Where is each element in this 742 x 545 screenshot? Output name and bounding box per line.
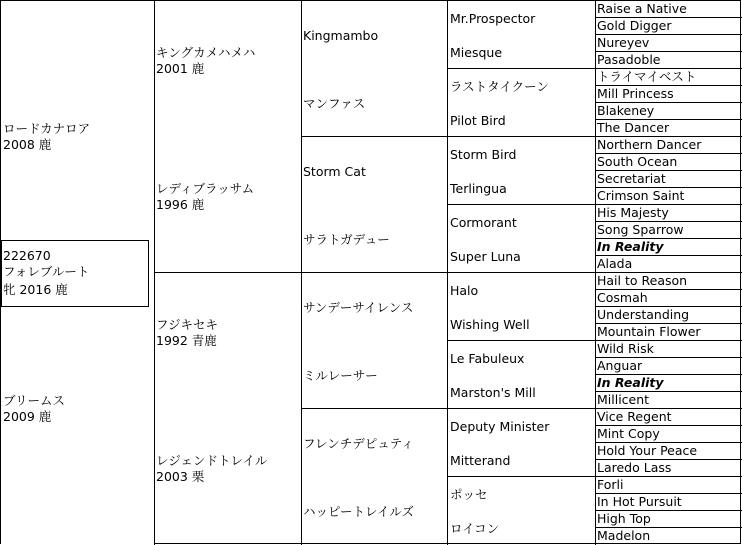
g5-name: South Ocean (597, 154, 678, 169)
g5-name: Millicent (597, 392, 650, 407)
g5-divider (595, 221, 742, 222)
g3-name: マンファス (303, 96, 366, 111)
g4-divider (447, 272, 595, 273)
g5-divider (595, 272, 742, 273)
g5-divider (595, 238, 742, 239)
g4-name: ポッセ (450, 487, 488, 502)
g4-name: Mitterand (450, 453, 511, 468)
g5-divider (595, 425, 742, 426)
g4-name: Mr.Prospector (450, 11, 536, 26)
horse-id: 222670 (3, 248, 51, 263)
g5-name: Raise a Native (597, 1, 687, 16)
g4-name: Cormorant (450, 215, 517, 230)
g3-name: Kingmambo (303, 28, 379, 43)
g2-name: レディブラッサム (156, 181, 255, 196)
g2-name: キングカメハメハ (156, 45, 256, 60)
g5-name: Vice Regent (597, 409, 672, 424)
g2-divider (155, 272, 301, 273)
g5-divider (595, 527, 742, 528)
g5-divider (595, 391, 742, 392)
g5-divider (595, 17, 742, 18)
g5-divider (595, 153, 742, 154)
g5-divider (595, 51, 742, 52)
g4-name: Terlingua (450, 181, 507, 196)
sire-name: ロードカナロア (3, 121, 91, 136)
g5-name: The Dancer (597, 120, 670, 135)
g4-divider (447, 204, 595, 205)
g5-divider (595, 68, 742, 69)
g5-name: Blakeney (597, 103, 655, 118)
g5-divider (595, 374, 742, 375)
g4-divider (447, 408, 595, 409)
g4-divider (447, 136, 595, 137)
g5-name: In Reality (597, 239, 664, 254)
g5-name: Secretariat (597, 171, 666, 186)
g5-divider (595, 34, 742, 35)
g2-name: レジェンドトレイル (156, 453, 268, 468)
g5-divider (595, 340, 742, 341)
g5-name: Nureyev (597, 35, 650, 50)
horse-name: フォレブルート (3, 264, 90, 279)
g5-divider (595, 136, 742, 137)
g3-name: ミルレーサー (303, 368, 378, 383)
g5-divider (595, 170, 742, 171)
col-divider (447, 1, 448, 545)
g2-info: 2003 栗 (156, 469, 205, 484)
dam-name: ブリームス (3, 393, 66, 408)
g5-divider (595, 357, 742, 358)
col-divider (595, 1, 596, 545)
g5-name: In Reality (597, 375, 664, 390)
g5-name: His Majesty (597, 205, 669, 220)
g4-name: Storm Bird (450, 147, 517, 162)
g3-divider (301, 408, 447, 409)
g5-divider (595, 255, 742, 256)
g5-name: High Top (597, 511, 651, 526)
g5-name: Forli (597, 477, 624, 492)
g5-name: Gold Digger (597, 18, 672, 33)
g5-divider (595, 493, 742, 494)
g4-name: Miesque (450, 45, 503, 60)
g3-name: サンデーサイレンス (303, 300, 414, 315)
g4-name: ロイコン (450, 521, 500, 536)
g4-name: Marston's Mill (450, 385, 536, 400)
g4-name: Halo (450, 283, 479, 298)
dam-info: 2009 鹿 (3, 409, 52, 424)
g2-info: 1992 青鹿 (156, 333, 217, 348)
g5-divider (595, 408, 742, 409)
g3-name: フレンチデピュティ (303, 436, 414, 451)
g5-divider (595, 289, 742, 290)
g5-name: Cosmah (597, 290, 648, 305)
g4-name: Deputy Minister (450, 419, 550, 434)
g5-name: Mill Princess (597, 86, 674, 101)
g5-divider (595, 510, 742, 511)
g5-name: In Hot Pursuit (597, 494, 682, 509)
g3-divider (301, 272, 447, 273)
sire-info: 2008 鹿 (3, 137, 52, 152)
g5-name: Song Sparrow (597, 222, 684, 237)
g5-name: Laredo Lass (597, 460, 672, 475)
g2-name: フジキセキ (156, 317, 219, 332)
g5-name: Hold Your Peace (597, 443, 698, 458)
g5-name: Mint Copy (597, 426, 660, 441)
g5-name: Wild Risk (597, 341, 654, 356)
g5-name: Pasadoble (597, 52, 661, 67)
g4-name: Le Fabuleux (450, 351, 525, 366)
g5-divider (595, 476, 742, 477)
g5-name: Anguar (597, 358, 643, 373)
g5-name: トライマイベスト (597, 69, 697, 84)
g5-name: Understanding (597, 307, 690, 322)
g5-name: Hail to Reason (597, 273, 688, 288)
g5-name: Alada (597, 256, 633, 271)
g5-divider (595, 323, 742, 324)
g4-name: ラストタイクーン (450, 79, 549, 94)
g4-divider (447, 476, 595, 477)
g3-name: ハッピートレイルズ (303, 504, 415, 519)
g2-info: 1996 鹿 (156, 197, 205, 212)
g5-divider (595, 119, 742, 120)
g5-divider (595, 187, 742, 188)
g5-name: Mountain Flower (597, 324, 701, 339)
g5-divider (595, 442, 742, 443)
g5-divider (595, 102, 742, 103)
g4-divider (447, 68, 595, 69)
horse-info: 牝 2016 鹿 (3, 282, 68, 297)
g4-name: Wishing Well (450, 317, 530, 332)
g5-name: Madelon (597, 528, 651, 543)
g5-divider (595, 459, 742, 460)
g5-name: Crimson Saint (597, 188, 685, 203)
g4-divider (447, 340, 595, 341)
g5-divider (595, 306, 742, 307)
g3-divider (301, 136, 447, 137)
g5-divider (595, 85, 742, 86)
g3-name: サラトガデュー (303, 232, 390, 247)
g2-info: 2001 鹿 (156, 61, 205, 76)
g4-name: Super Luna (450, 249, 521, 264)
g3-name: Storm Cat (303, 164, 366, 179)
g5-name: Northern Dancer (597, 137, 702, 152)
g5-divider (595, 204, 742, 205)
g4-name: Pilot Bird (450, 113, 506, 128)
col-divider (301, 1, 302, 545)
